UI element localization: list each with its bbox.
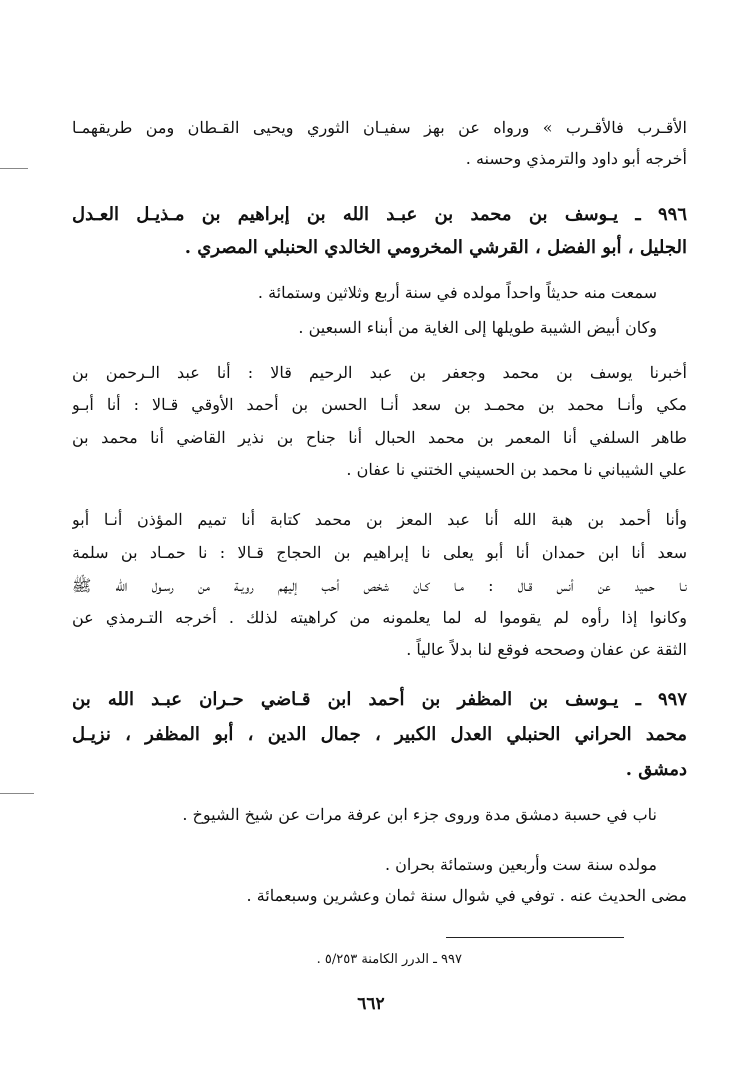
text-line: سمعت منه حديثاً واحداً مولده في سنة أربع وثلاثين وستمائة . bbox=[257, 283, 657, 302]
scan-speck bbox=[0, 793, 34, 794]
text-line: الأقـرب فالأقـرب » ورواه عن بهز سفيـان الثوري ويحيى القـطان ومن طريقهمـا bbox=[72, 118, 687, 137]
text-line: وأنا أحمد بن هبة الله أنا عبد المعز بن محمد كتابة أنا تميم المؤذن أنـا أبو bbox=[72, 510, 687, 529]
text-line: الثقة عن عفان وصححه فوقع لنا بدلاً عالياً . bbox=[406, 640, 687, 659]
text-line: نـا حميد عن أنس قـال : مـا كـان شخص أحب إليهم رويـة من رسـول الله ﷺ bbox=[72, 576, 687, 595]
text-line: أخبرنا يوسف بن محمد وجعفر بن عبد الرحيم قالا : أنا عبد الـرحمن بن bbox=[72, 363, 687, 382]
text-line: ناب في حسبة دمشق مدة وروى جزء ابن عرفة مرات عن شيخ الشيوخ . bbox=[182, 805, 657, 824]
entry-heading-line: الجليل ، أبو الفضل ، القرشي المخرومي الخالدي الحنبلي المصري . bbox=[184, 237, 687, 258]
text-line: أخرجه أبو داود والترمذي وحسنه . bbox=[465, 149, 687, 168]
text-line: علي الشيباني نا محمد بن الحسيني الختني نا عفان . bbox=[346, 460, 687, 479]
footnote-divider bbox=[446, 937, 624, 938]
entry-heading-line: ٩٩٧ ـ يـوسف بن المظفر بن أحمد ابن قـاضي حـران عبـد الله بن bbox=[72, 689, 687, 710]
text-line: مضى الحديث عنه . توفي في شوال سنة ثمان وعشرين وسبعمائة . bbox=[246, 886, 687, 905]
page-number: ٦٦٢ bbox=[357, 994, 385, 1014]
text-line: مولده سنة ست وأربعين وستمائة بحران . bbox=[384, 855, 657, 874]
text-line: سعد أنا ابن حمدان أنا أبو يعلى نا إبراهيم بن الحجاج قـالا : نا حمـاد بن سلمة bbox=[72, 543, 687, 562]
text-line: طاهر السلفي أنا المعمر بن محمد الحبال أنا جناح بن نذير القاضي أنا محمد بن bbox=[72, 428, 687, 447]
text-line: وكان أبيض الشيبة طويلها إلى الغاية من أبناء السبعين . bbox=[298, 318, 657, 337]
footnote: ٩٩٧ ـ الدرر الكامنة ٥/٢٥٣ . bbox=[316, 952, 462, 967]
scan-speck bbox=[0, 168, 28, 169]
text-line: وكانوا إذا رأوه لم يقوموا له لما يعلمونه من كراهيته لذلك . أخرجه التـرمذي عن bbox=[72, 608, 687, 627]
entry-heading-line: دمشق . bbox=[625, 759, 687, 780]
entry-heading-line: محمد الحراني الحنبلي العدل الكبير ، جمال الدين ، أبو المظفر ، نزيـل bbox=[72, 724, 687, 745]
text-line: مكي وأنـا محمد بن محمـد بن سعد أنـا الحسن بن أحمد الأوقي قـالا : أنا أبـو bbox=[72, 395, 687, 414]
entry-heading-line: ٩٩٦ ـ يـوسف بن محمد بن عبـد الله بن إبراهيم بن مـذيـل العـدل bbox=[72, 204, 687, 225]
